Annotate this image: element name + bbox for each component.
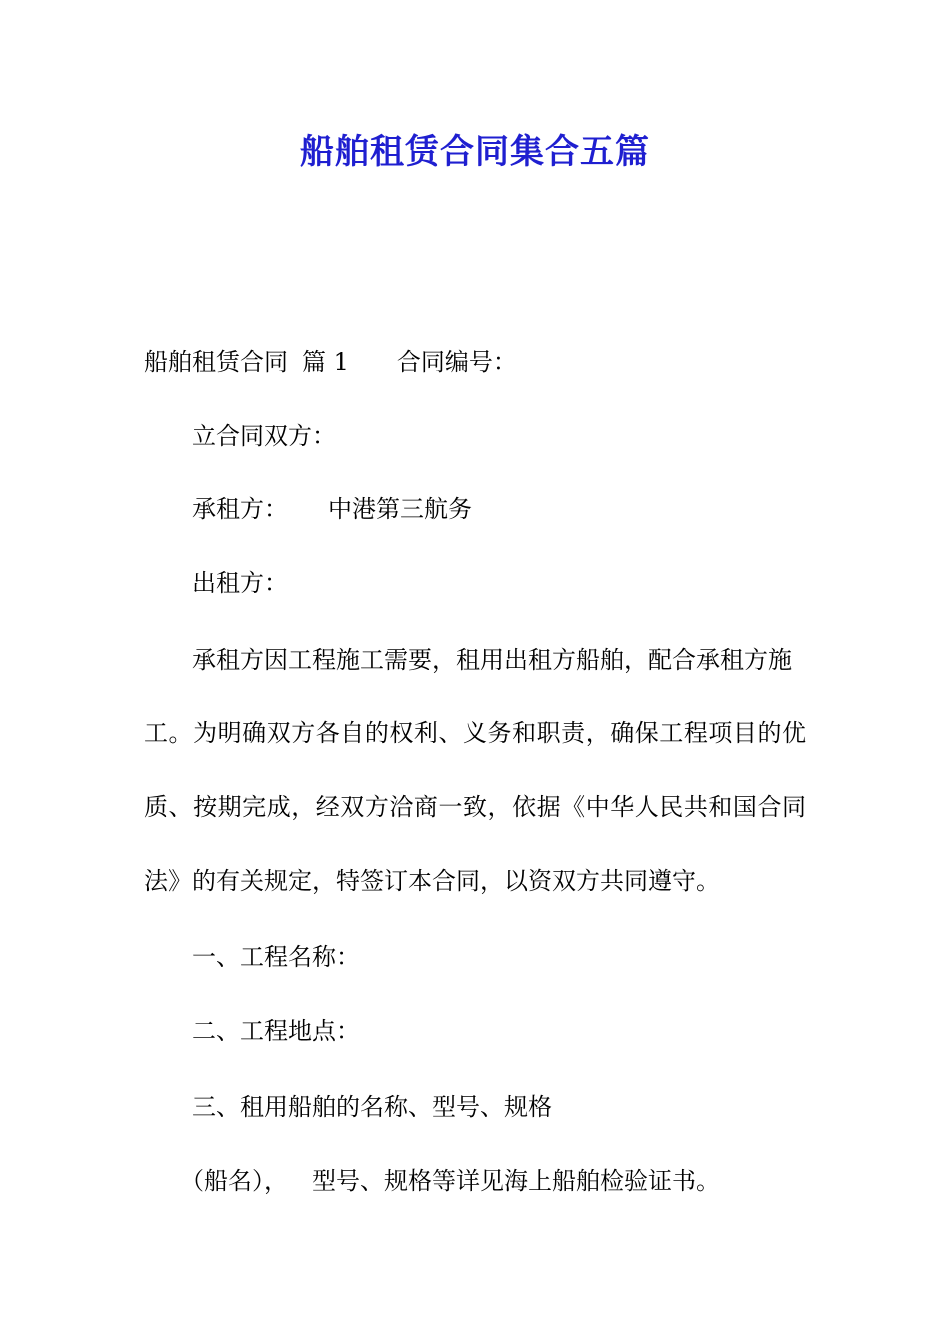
contract-heading-line (144, 345, 517, 379)
item-project-name: 一、工程名称： (192, 943, 360, 971)
body-line-3: 质、按期完成，经双方洽商一致，依据《中华人民共和国合同 (144, 793, 806, 821)
lessee-value: 中港第三航务 (328, 495, 472, 523)
contract-name: 船舶租赁合同 (144, 348, 288, 376)
lessee-label: 承租方： (192, 495, 288, 523)
lessor-label: 出租方： (192, 569, 288, 597)
ship-name-label: （船名）， (180, 1167, 288, 1195)
contract-number-label: 合同编号： (396, 348, 517, 376)
body-line-1: 承租方因工程施工需要，租用出租方船舶，配合承租方施 (192, 646, 792, 674)
ship-spec-text: 型号、规格等详见海上船舶检验证书。 (312, 1167, 720, 1195)
parties-label: 立合同双方： (192, 422, 336, 450)
ship-detail-line (180, 1164, 720, 1198)
item-ship-spec: 三、租用船舶的名称、型号、规格 (192, 1093, 552, 1121)
item-project-location: 二、工程地点： (192, 1017, 360, 1045)
body-line-2: 工。为明确双方各自的权利、义务和职责，确保工程项目的优 (144, 719, 806, 747)
document-title: 船舶租赁合同集合五篇 (300, 132, 650, 172)
body-line-4: 法》的有关规定，特签订本合同，以资双方共同遵守。 (144, 867, 720, 895)
lessee-line (192, 492, 472, 526)
contract-part: 篇 1 (302, 348, 349, 376)
